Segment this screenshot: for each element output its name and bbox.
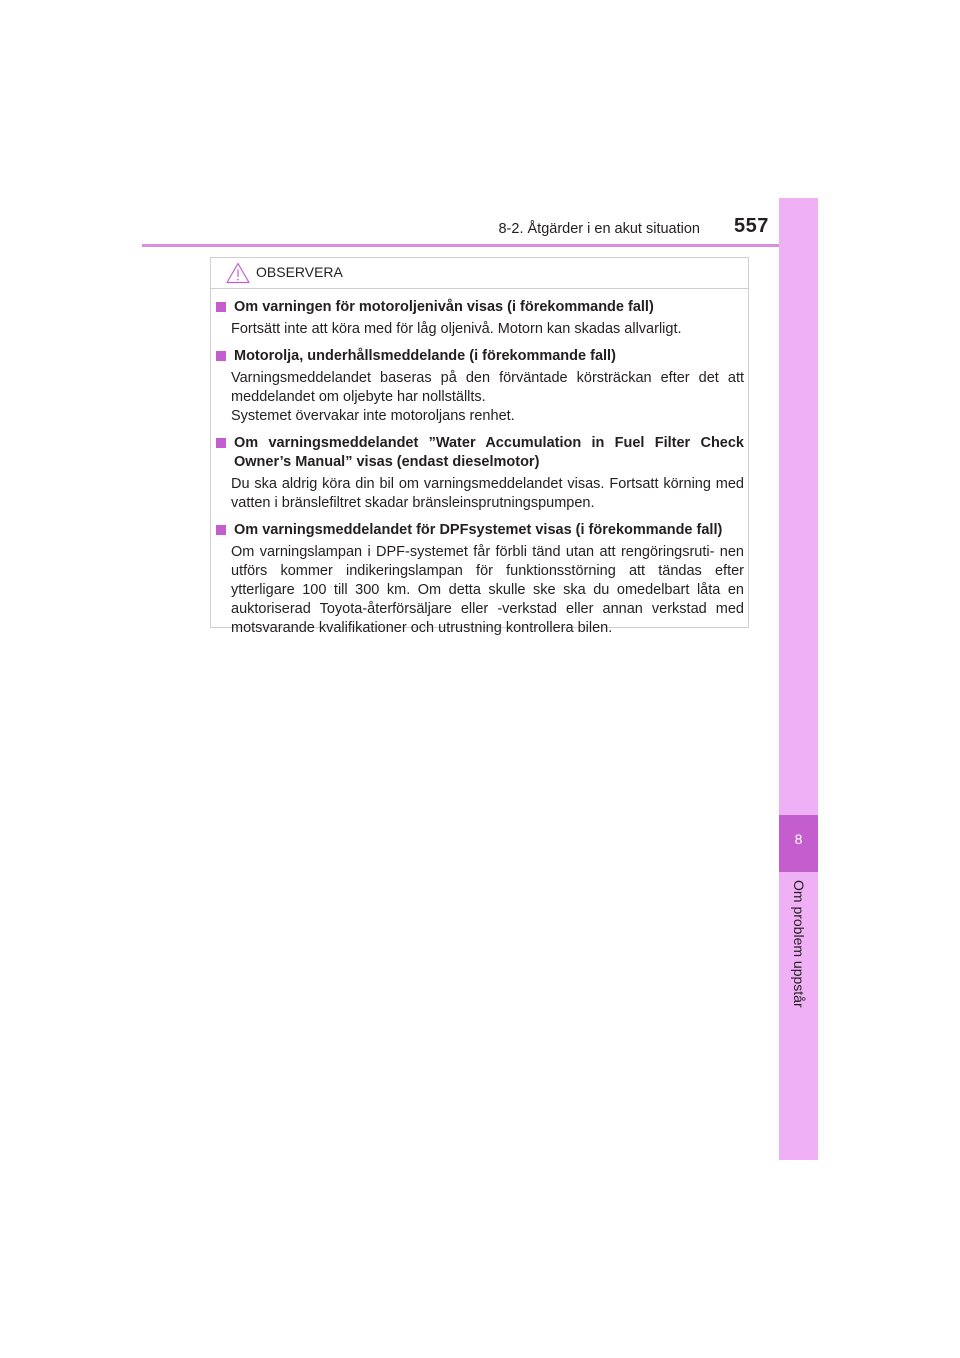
notice-item xyxy=(216,298,744,339)
header-rule xyxy=(142,244,818,247)
item-paragraph: Varningsmeddelandet baseras på den förväntade körsträckan efter det att meddelandet om oljebyte har nollställts. xyxy=(231,370,744,405)
square-bullet-icon xyxy=(216,302,230,312)
notice-item xyxy=(216,347,744,426)
notice-title: OBSERVERA xyxy=(256,264,343,280)
item-text xyxy=(231,543,744,638)
item-heading xyxy=(216,347,744,366)
notice-box xyxy=(210,257,749,636)
item-heading xyxy=(216,434,744,472)
item-paragraph: Fortsätt inte att köra med för låg oljenivå. Motorn kan skadas allvarligt. xyxy=(231,321,682,337)
section-title: 8-2. Åtgärder i en akut situation xyxy=(498,221,700,237)
warning-triangle-icon xyxy=(226,262,250,284)
notice-item xyxy=(216,434,744,513)
notice-header xyxy=(211,258,748,289)
square-bullet-icon xyxy=(216,525,230,535)
item-heading-text: Om varningsmeddelandet ”Water Accumulation in Fuel Filter Check Owner’s Manual” visas (endast dieselmotor) xyxy=(234,435,744,470)
item-heading xyxy=(216,521,744,540)
item-paragraph: Systemet övervakar inte motoroljans renhet. xyxy=(231,408,515,424)
notice-body xyxy=(216,298,744,646)
item-text xyxy=(231,320,744,339)
item-paragraph: Du ska aldrig köra din bil om varningsmeddelandet visas. Fortsatt körning med vatten i bränslefiltret skadar bränsleinsprutningspumpen. xyxy=(231,476,744,511)
item-heading-text: Motorolja, underhållsmeddelande (i förekommande fall) xyxy=(234,348,616,364)
item-paragraph: Om varningslampan i DPF-systemet får förbli tänd utan att rengöringsruti- nen utförs kommer indikeringslampan för funktionsstörning att tändas efter ytterligare 100 till 300 km. Om detta skulle ske ska du omedelbart låta en auktoriserad Toyota-återförsäljare eller -verkstad eller annan verkstad med motsvarande kvalifikationer och utrustning kontrollera bilen. xyxy=(231,544,744,636)
square-bullet-icon xyxy=(216,351,230,361)
chapter-title: Om problem uppstår xyxy=(790,880,807,1008)
notice-item xyxy=(216,521,744,638)
square-bullet-icon xyxy=(216,438,230,448)
item-heading-text: Om varningsmeddelandet för DPFsystemet visas (i förekommande fall) xyxy=(234,522,723,538)
item-text xyxy=(231,369,744,426)
page-number: 557 xyxy=(734,215,769,237)
chapter-title-wrap xyxy=(779,880,818,1020)
chapter-number: 8 xyxy=(794,831,803,847)
item-heading xyxy=(216,298,744,317)
item-heading-text: Om varningen för motoroljenivån visas (i förekommande fall) xyxy=(234,299,654,315)
item-text xyxy=(231,475,744,513)
